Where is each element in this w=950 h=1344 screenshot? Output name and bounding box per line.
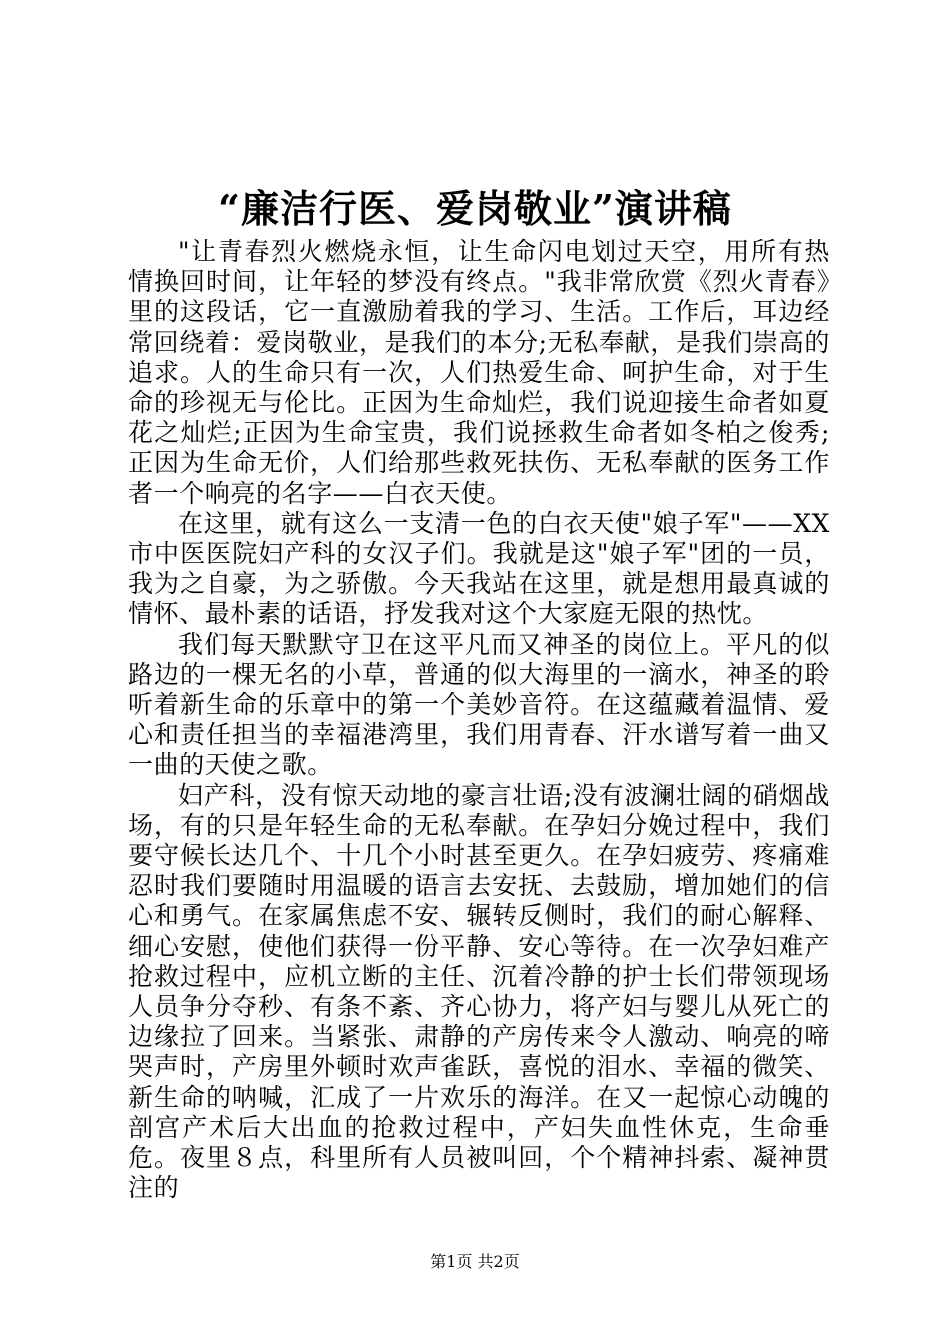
paragraph-3: 我们每天默默守卫在这平凡而又神圣的岗位上。平凡的似路边的一棵无名的小草，普通的似大海里的一滴水，神圣的聆听着新生命的乐章中的第一个美妙音符。在这蕴藏着温情、爱心和责任担当的幸福港湾里，我们用青春、汗水谱写着一曲又一曲的天使之歌。 [128,629,830,780]
paragraph-4: 妇产科，没有惊天动地的豪言壮语;没有波澜壮阔的硝烟战场，有的只是年轻生命的无私奉献。在孕妇分娩过程中，我们要守候长达几个、十几个小时甚至更久。在孕妇疲劳、疼痛难忍时我们要随时用温暖的语言去安抚、去鼓励，增加她们的信心和勇气。在家属焦虑不安、辗转反侧时，我们的耐心解释、细心安慰，使他们获得一份平静、安心等待。在一次孕妇难产抢救过程中，应机立断的主任、沉着冷静的护士长们带领现场人员争分夺秒、有条不紊、齐心协力，将产妇与婴儿从死亡的边缘拉了回来。当紧张、肃静的产房传来令人激动、响亮的啼哭声时，产房里外顿时欢声雀跃，喜悦的泪水、幸福的微笑、新生命的呐喊，汇成了一片欢乐的海洋。在又一起惊心动魄的剖宫产术后大出血的抢救过程中，产妇失血性休克，生命垂危。夜里８点，科里所有人员被叫回，个个精神抖索、凝神贯注的 [128,780,830,1203]
document-title: “廉洁行医、爱岗敬业”演讲稿 [218,186,732,231]
paragraph-1: "让青春烈火燃烧永恒，让生命闪电划过天空，用所有热情换回时间，让年轻的梦没有终点。"我非常欣赏《烈火青春》里的这段话，它一直激励着我的学习、生活。工作后，耳边经常回绕着：爱岗敬业，是我们的本分;无私奉献，是我们崇高的追求。人的生命只有一次，人们热爱生命、呵护生命，对于生命的珍视无与伦比。正因为生命灿烂，我们说迎接生命者如夏花之灿烂;正因为生命宝贵，我们说拯救生命者如冬柏之俊秀;正因为生命无价，人们给那些救死扶伤、无私奉献的医务工作者一个响亮的名字——白衣天使。 [128,237,830,508]
paragraph-2: 在这里，就有这么一支清一色的白衣天使"娘子军"——XX市中医医院妇产科的女汉子们。我就是这"娘子军"团的一员，我为之自豪，为之骄傲。今天我站在这里，就是想用最真诚的情怀、最朴素的话语，抒发我对这个大家庭无限的热忱。 [128,508,830,629]
document-body [128,237,830,1204]
page-footer: 第1页 共2页 [430,1252,520,1271]
